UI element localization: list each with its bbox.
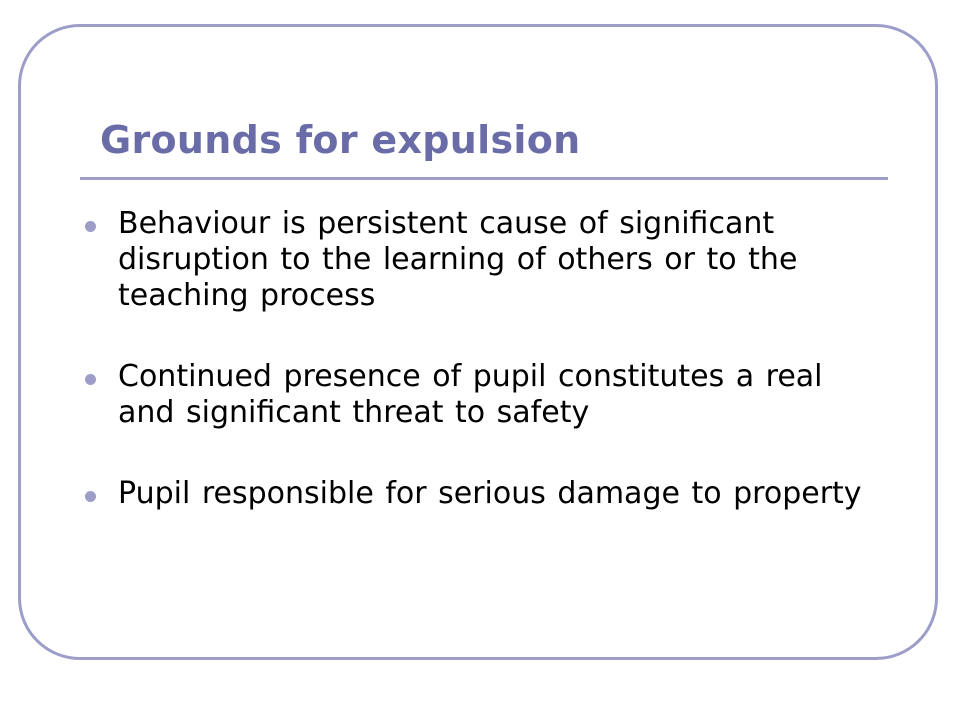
bullet-dot-icon <box>85 374 96 385</box>
bullet-item <box>85 206 875 314</box>
bullet-item <box>85 359 875 431</box>
bullet-item <box>85 476 875 512</box>
bullet-text: Behaviour is persistent cause of significant disruption to the learning of others or to the teaching process <box>118 206 798 313</box>
title-divider <box>80 177 888 180</box>
bullet-dot-icon <box>85 491 96 502</box>
slide-title: Grounds for expulsion <box>100 118 581 162</box>
bullet-text: Continued presence of pupil constitutes a real and significant threat to safety <box>118 359 823 430</box>
bullet-text: Pupil responsible for serious damage to property <box>118 476 862 511</box>
bullet-list <box>85 206 875 557</box>
bullet-dot-icon <box>85 221 96 232</box>
